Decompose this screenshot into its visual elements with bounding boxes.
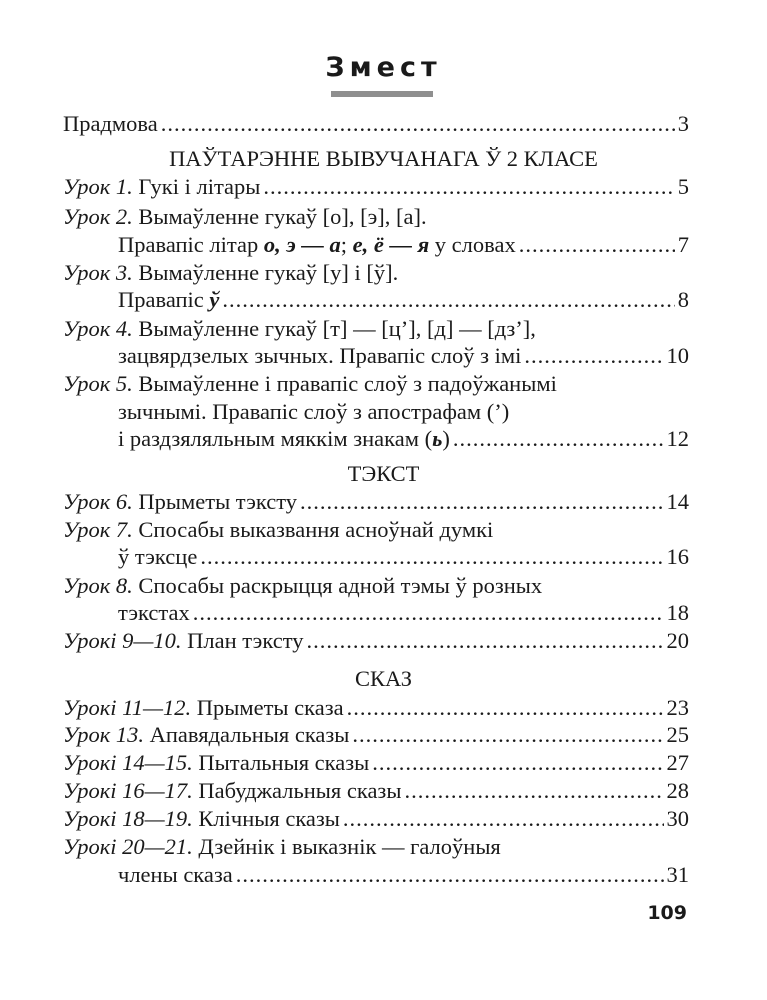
page-ref: 23	[666, 695, 689, 720]
entry-text: Дзейнік і выказнік — галоўныя	[198, 834, 501, 859]
page-ref: 31	[666, 862, 689, 887]
entry-text: Спосабы выказвання асноўнай думкі	[138, 517, 494, 542]
entry-text: Прыметы сказа	[196, 695, 344, 720]
toc-entry	[63, 172, 689, 202]
toc-entry-continuation: і раздзяляльным мяккім знакам (ь) ..... 12	[118, 424, 689, 454]
lesson-label: Урок 2.	[63, 204, 133, 229]
toc-entry	[63, 202, 689, 232]
section-heading-text: ТЭКСТ	[347, 461, 420, 486]
toc-entry	[63, 776, 689, 806]
entry-text: Гукі і літары	[138, 174, 261, 199]
entry-text: Пытальныя сказы	[198, 750, 370, 775]
toc-entry	[63, 626, 689, 656]
lesson-label: Урокі 9—10.	[63, 628, 182, 653]
letter-mark: ў	[209, 287, 220, 312]
section-heading-sentence: СКАЗ	[355, 666, 412, 691]
dot-leader	[453, 424, 664, 454]
toc-entry	[63, 832, 689, 862]
toc-entry	[63, 515, 689, 545]
page-ref: 14	[666, 489, 689, 514]
lesson-label: Урокі 14—15.	[63, 750, 193, 775]
dot-leader	[352, 720, 663, 750]
dot-leader	[236, 860, 664, 890]
dot-leader	[347, 693, 664, 723]
toc-entry	[63, 314, 689, 344]
dot-leader	[263, 172, 674, 202]
entry-text: Спосабы раскрыцця адной тэмы ў розных	[138, 573, 543, 598]
page-ref: 3	[677, 111, 689, 136]
entry-text: ў тэксце	[118, 544, 198, 569]
lesson-label: Урок 4.	[63, 316, 133, 341]
entry-text: Вымаўленне гукаў [т] — [ц’], [д] — [дз’],	[138, 316, 536, 341]
page-ref: 16	[666, 544, 689, 569]
toc-entry	[63, 487, 689, 517]
entry-text: Вымаўленне гукаў [о], [э], [а].	[138, 204, 427, 229]
dot-leader	[200, 542, 663, 572]
dot-leader	[519, 230, 675, 260]
lesson-label: Урокі 18—19.	[63, 806, 193, 831]
page-ref: 20	[666, 628, 689, 653]
page-title: Змест	[325, 52, 442, 83]
toc-entry	[63, 720, 689, 750]
toc-entry-continuation	[118, 860, 689, 890]
toc-entry-continuation	[118, 598, 689, 628]
toc-entry	[63, 748, 689, 778]
toc-entry-continuation	[118, 341, 689, 371]
section-heading-review: ПАЎТАРЭННЕ ВЫВУЧАНАГА Ў 2 КЛАСЕ	[169, 146, 598, 171]
toc-entry	[63, 804, 689, 834]
entry-text: члены сказа	[118, 862, 233, 887]
toc-entry	[63, 571, 689, 601]
page-ref: 28	[666, 778, 689, 803]
title-underline	[331, 91, 433, 97]
letter-mark: о, э — а	[263, 232, 341, 257]
lesson-label: Урокі 11—12.	[63, 695, 192, 720]
entry-text: і раздзяляльным мяккім знакам (	[118, 426, 433, 451]
page-ref: 8	[677, 287, 689, 312]
dot-leader	[404, 776, 663, 806]
toc-entry-intro	[63, 109, 689, 139]
page-number: 109	[647, 902, 687, 924]
page-ref: 30	[666, 806, 689, 831]
entry-text: Вымаўленне і правапіс слоў з падоўжанымі	[138, 371, 557, 396]
toc-entry-continuation: Правапіс літар о, э — а; е, ё — я у словах ..... 7	[118, 230, 689, 260]
dot-leader	[343, 804, 664, 834]
intro-label: Прадмова	[63, 111, 158, 136]
dot-leader	[222, 285, 674, 315]
toc-entry-continuation	[118, 542, 689, 572]
dot-leader	[372, 748, 663, 778]
lesson-label: Урок 13.	[63, 722, 145, 747]
page-ref: 5	[677, 174, 689, 199]
lesson-label: Урок 3.	[63, 260, 133, 285]
entry-text: Правапіс літар	[118, 232, 259, 257]
page-ref: 12	[666, 426, 689, 451]
lesson-label: Урок 7.	[63, 517, 133, 542]
dot-leader	[300, 487, 663, 517]
entry-text: зацвярдзелых зычных. Правапіс слоў з імі	[118, 343, 522, 368]
lesson-label: Урокі 16—17.	[63, 778, 193, 803]
lesson-label: Урок 6.	[63, 489, 133, 514]
entry-text: Прыметы тэксту	[138, 489, 298, 514]
toc-entry	[63, 369, 689, 399]
lesson-label: Урок 5.	[63, 371, 133, 396]
entry-text: у словах	[434, 232, 516, 257]
entry-text: Апавядальныя сказы	[149, 722, 350, 747]
entry-text: План тэксту	[187, 628, 304, 653]
toc-entry-continuation	[118, 397, 689, 427]
lesson-label: Урокі 20—21.	[63, 834, 193, 859]
letter-mark: е, ё — я	[352, 232, 430, 257]
dot-leader	[161, 109, 675, 139]
page-ref: 25	[666, 722, 689, 747]
dot-leader	[193, 598, 664, 628]
entry-text: Вымаўленне гукаў [у] і [ў].	[138, 260, 399, 285]
page-ref: 10	[666, 343, 689, 368]
entry-text: Правапіс	[118, 287, 204, 312]
entry-text: тэкстах	[118, 600, 190, 625]
lesson-label: Урок 8.	[63, 573, 133, 598]
page-ref: 27	[666, 750, 689, 775]
dot-leader	[306, 626, 663, 656]
letter-mark: ь	[432, 426, 443, 451]
toc-entry-continuation	[118, 285, 689, 315]
toc-entry	[63, 258, 689, 288]
page-ref: 7	[677, 232, 689, 257]
toc-entry	[63, 693, 689, 723]
entry-text: зычнымі. Правапіс слоў з апострафам (’)	[118, 399, 510, 424]
lesson-label: Урок 1.	[63, 174, 133, 199]
dot-leader	[524, 341, 663, 371]
page-ref: 18	[666, 600, 689, 625]
entry-text: Пабуджальныя сказы	[198, 778, 402, 803]
entry-text: Клічныя сказы	[198, 806, 340, 831]
